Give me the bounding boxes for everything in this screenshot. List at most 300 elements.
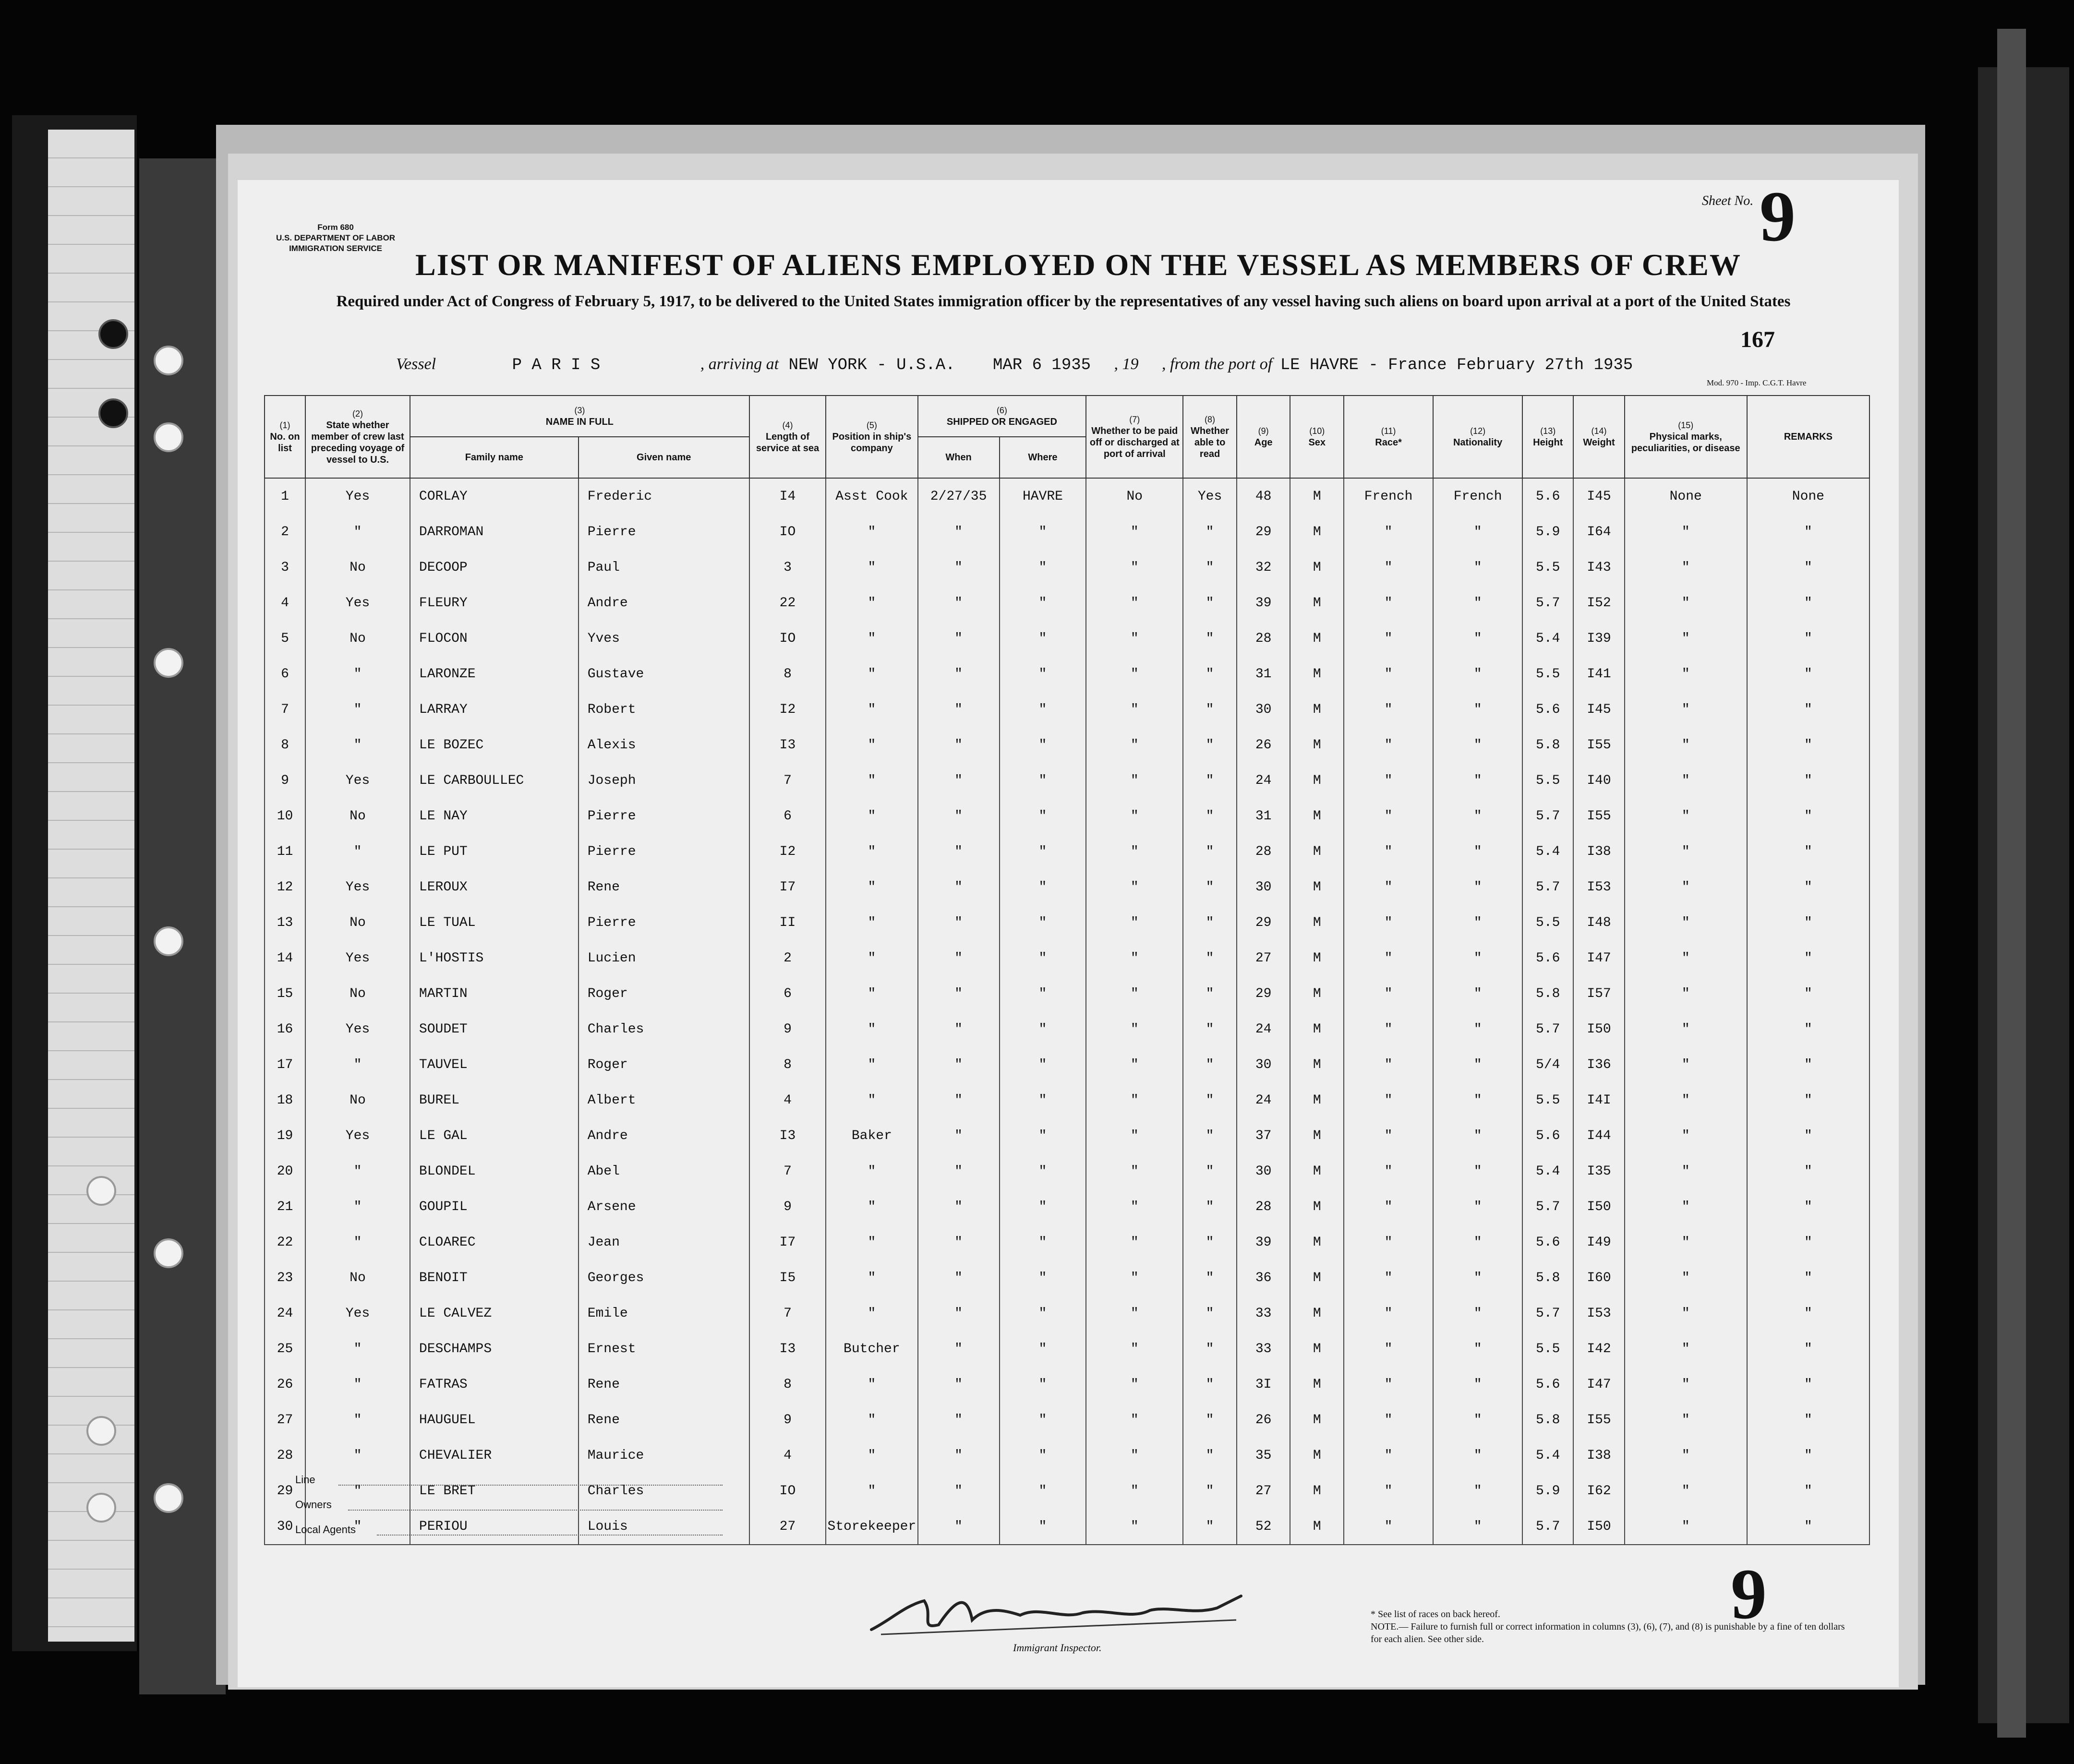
cell-previous-voyage: " xyxy=(305,1509,410,1545)
cell-family-name: L'HOSTIS xyxy=(410,940,579,976)
cell-age: 27 xyxy=(1237,940,1290,976)
cell-sex: M xyxy=(1290,1438,1344,1473)
cell-race: " xyxy=(1344,585,1433,621)
cell-shipped-where: " xyxy=(1000,1047,1086,1082)
cell-age: 30 xyxy=(1237,1153,1290,1189)
cell-family-name: GOUPIL xyxy=(410,1189,579,1224)
cell-sex: M xyxy=(1290,1473,1344,1509)
cell-nationality: " xyxy=(1433,692,1522,727)
cell-physical-marks: " xyxy=(1625,585,1747,621)
cell-race: " xyxy=(1344,1296,1433,1331)
cell-race: " xyxy=(1344,834,1433,869)
table-row xyxy=(265,1011,1869,1047)
cell-shipped-when: " xyxy=(918,1296,1000,1331)
col-header-physical-marks: (15) Physical marks, peculiarities, or disease xyxy=(1625,396,1747,478)
cell-row-number: 7 xyxy=(265,692,305,727)
cell-family-name: LE NAY xyxy=(410,798,579,834)
sheet-label: Sheet No. xyxy=(1702,193,1754,208)
cell-able-to-read: " xyxy=(1183,656,1237,692)
cell-age: 29 xyxy=(1237,976,1290,1011)
cell-weight: I35 xyxy=(1573,1153,1624,1189)
cell-nationality: " xyxy=(1433,976,1522,1011)
departure-port: LE HAVRE - France February 27th 1935 xyxy=(1280,356,1633,374)
punch-hole xyxy=(154,1483,183,1513)
cell-remarks: " xyxy=(1747,692,1869,727)
cell-shipped-where: " xyxy=(1000,656,1086,692)
cell-row-number: 1 xyxy=(265,478,305,514)
cell-able-to-read: " xyxy=(1183,727,1237,763)
cell-shipped-where: " xyxy=(1000,585,1086,621)
cell-given-name: Andre xyxy=(579,1118,749,1153)
cell-shipped-when: " xyxy=(918,514,1000,550)
cell-family-name: LE TUAL xyxy=(410,905,579,940)
cell-position: " xyxy=(826,621,917,656)
cell-position: " xyxy=(826,550,917,585)
cell-paid-off: " xyxy=(1086,727,1183,763)
cell-race: " xyxy=(1344,1153,1433,1189)
cell-physical-marks: " xyxy=(1625,1153,1747,1189)
cell-remarks: " xyxy=(1747,869,1869,905)
cell-position: " xyxy=(826,834,917,869)
cell-physical-marks: " xyxy=(1625,1367,1747,1402)
page-number: 9 xyxy=(1731,1554,1767,1634)
cell-weight: I50 xyxy=(1573,1011,1624,1047)
cell-remarks: " xyxy=(1747,1118,1869,1153)
cell-family-name: CORLAY xyxy=(410,478,579,514)
cell-remarks: " xyxy=(1747,550,1869,585)
cell-row-number: 18 xyxy=(265,1082,305,1118)
cell-shipped-when: " xyxy=(918,1118,1000,1153)
punch-hole xyxy=(86,1416,116,1446)
cell-able-to-read: " xyxy=(1183,550,1237,585)
cell-position: " xyxy=(826,514,917,550)
cell-given-name: Jean xyxy=(579,1224,749,1260)
col-header-where: Where xyxy=(1000,437,1086,478)
side-strip-lines xyxy=(48,130,134,1642)
stamp-number: 167 xyxy=(1740,327,1775,352)
cell-shipped-when: " xyxy=(918,905,1000,940)
cell-family-name: BUREL xyxy=(410,1082,579,1118)
col-header-sex: (10) Sex xyxy=(1290,396,1344,478)
cell-remarks: " xyxy=(1747,1402,1869,1438)
cell-nationality: " xyxy=(1433,1260,1522,1296)
cell-nationality: " xyxy=(1433,1011,1522,1047)
cell-height: 5.5 xyxy=(1522,763,1573,798)
table-row xyxy=(265,1153,1869,1189)
cell-position: Storekeeper xyxy=(826,1509,917,1545)
cell-previous-voyage: Yes xyxy=(305,478,410,514)
cell-nationality: " xyxy=(1433,621,1522,656)
cell-shipped-when: " xyxy=(918,1331,1000,1367)
table-row xyxy=(265,1118,1869,1153)
cell-given-name: Louis xyxy=(579,1509,749,1545)
cell-race: " xyxy=(1344,692,1433,727)
cell-row-number: 4 xyxy=(265,585,305,621)
cell-paid-off: " xyxy=(1086,976,1183,1011)
cell-race: " xyxy=(1344,656,1433,692)
cell-length-of-service: 8 xyxy=(749,656,826,692)
cell-row-number: 5 xyxy=(265,621,305,656)
cell-position: " xyxy=(826,1047,917,1082)
table-row xyxy=(265,763,1869,798)
cell-given-name: Rene xyxy=(579,869,749,905)
races-note: * See list of races on back hereof. xyxy=(1371,1609,1500,1620)
cell-nationality: " xyxy=(1433,1402,1522,1438)
cell-remarks: " xyxy=(1747,1331,1869,1367)
cell-shipped-where: " xyxy=(1000,1473,1086,1509)
cell-paid-off: " xyxy=(1086,1047,1183,1082)
cell-length-of-service: 7 xyxy=(749,763,826,798)
cell-previous-voyage: " xyxy=(305,1473,410,1509)
cell-given-name: Charles xyxy=(579,1011,749,1047)
cell-shipped-when: " xyxy=(918,1047,1000,1082)
cell-row-number: 3 xyxy=(265,550,305,585)
cell-length-of-service: 22 xyxy=(749,585,826,621)
year-label: , 19 xyxy=(1114,355,1139,373)
cell-weight: I4I xyxy=(1573,1082,1624,1118)
cell-height: 5.8 xyxy=(1522,1402,1573,1438)
cell-length-of-service: IO xyxy=(749,621,826,656)
cell-nationality: " xyxy=(1433,1153,1522,1189)
cell-race: " xyxy=(1344,550,1433,585)
cell-able-to-read: " xyxy=(1183,1224,1237,1260)
cell-previous-voyage: " xyxy=(305,656,410,692)
cell-family-name: TAUVEL xyxy=(410,1047,579,1082)
table-row xyxy=(265,869,1869,905)
cell-previous-voyage: " xyxy=(305,1331,410,1367)
cell-nationality: " xyxy=(1433,514,1522,550)
cell-position: Butcher xyxy=(826,1331,917,1367)
cell-sex: M xyxy=(1290,869,1344,905)
vessel-name: P A R I S xyxy=(512,356,601,374)
cell-remarks: " xyxy=(1747,763,1869,798)
cell-physical-marks: " xyxy=(1625,1047,1747,1082)
cell-given-name: Gustave xyxy=(579,656,749,692)
table-row xyxy=(265,1331,1869,1367)
department: U.S. DEPARTMENT OF LABOR xyxy=(276,233,396,242)
table-row xyxy=(265,727,1869,763)
cell-physical-marks: " xyxy=(1625,514,1747,550)
cell-physical-marks: " xyxy=(1625,1331,1747,1367)
cell-row-number: 20 xyxy=(265,1153,305,1189)
cell-height: 5.7 xyxy=(1522,869,1573,905)
cell-sex: M xyxy=(1290,550,1344,585)
cell-age: 33 xyxy=(1237,1331,1290,1367)
cell-shipped-when: 2/27/35 xyxy=(918,478,1000,514)
inspector-signature xyxy=(862,1586,1255,1644)
cell-physical-marks: " xyxy=(1625,1509,1747,1545)
cell-length-of-service: IO xyxy=(749,514,826,550)
cell-previous-voyage: No xyxy=(305,976,410,1011)
cell-position: " xyxy=(826,727,917,763)
cell-previous-voyage: No xyxy=(305,550,410,585)
cell-able-to-read: " xyxy=(1183,692,1237,727)
local-agents-field xyxy=(377,1535,723,1536)
cell-remarks: " xyxy=(1747,976,1869,1011)
cell-given-name: Pierre xyxy=(579,514,749,550)
cell-able-to-read: Yes xyxy=(1183,478,1237,514)
cell-family-name: FLOCON xyxy=(410,621,579,656)
cell-sex: M xyxy=(1290,727,1344,763)
cell-age: 52 xyxy=(1237,1509,1290,1545)
cell-height: 5.4 xyxy=(1522,1153,1573,1189)
cell-race: " xyxy=(1344,1402,1433,1438)
cell-paid-off: " xyxy=(1086,514,1183,550)
cell-weight: I55 xyxy=(1573,727,1624,763)
cell-row-number: 22 xyxy=(265,1224,305,1260)
cell-length-of-service: 2 xyxy=(749,940,826,976)
cell-shipped-when: " xyxy=(918,585,1000,621)
cell-age: 31 xyxy=(1237,656,1290,692)
cell-nationality: " xyxy=(1433,1047,1522,1082)
cell-remarks: " xyxy=(1747,798,1869,834)
cell-position: " xyxy=(826,940,917,976)
cell-race: " xyxy=(1344,1011,1433,1047)
cell-length-of-service: IO xyxy=(749,1473,826,1509)
cell-family-name: BLONDEL xyxy=(410,1153,579,1189)
cell-row-number: 2 xyxy=(265,514,305,550)
cell-family-name: LARONZE xyxy=(410,656,579,692)
cell-paid-off: " xyxy=(1086,1296,1183,1331)
cell-remarks: " xyxy=(1747,1296,1869,1331)
cell-weight: I60 xyxy=(1573,1260,1624,1296)
cell-row-number: 9 xyxy=(265,763,305,798)
local-agents-label: Local Agents xyxy=(295,1524,356,1536)
cell-shipped-where: " xyxy=(1000,763,1086,798)
cell-physical-marks: " xyxy=(1625,1473,1747,1509)
cell-remarks: " xyxy=(1747,1509,1869,1545)
punch-hole xyxy=(154,1238,183,1268)
cell-given-name: Emile xyxy=(579,1296,749,1331)
cell-shipped-when: " xyxy=(918,1082,1000,1118)
cell-position: " xyxy=(826,1011,917,1047)
cell-family-name: LE CALVEZ xyxy=(410,1296,579,1331)
cell-remarks: " xyxy=(1747,905,1869,940)
cell-age: 48 xyxy=(1237,478,1290,514)
cell-race: " xyxy=(1344,1224,1433,1260)
cell-sex: M xyxy=(1290,1011,1344,1047)
cell-family-name: LE GAL xyxy=(410,1118,579,1153)
cell-family-name: PERIOU xyxy=(410,1509,579,1545)
cell-position: " xyxy=(826,1402,917,1438)
cell-row-number: 11 xyxy=(265,834,305,869)
cell-position: " xyxy=(826,1189,917,1224)
table-row xyxy=(265,976,1869,1011)
cell-sex: M xyxy=(1290,1047,1344,1082)
cell-age: 31 xyxy=(1237,798,1290,834)
cell-weight: I48 xyxy=(1573,905,1624,940)
cell-paid-off: " xyxy=(1086,1473,1183,1509)
cell-shipped-when: " xyxy=(918,763,1000,798)
cell-able-to-read: " xyxy=(1183,1331,1237,1367)
cell-height: 5.5 xyxy=(1522,1331,1573,1367)
cell-paid-off: " xyxy=(1086,763,1183,798)
cell-race: " xyxy=(1344,798,1433,834)
cell-family-name: LARRAY xyxy=(410,692,579,727)
table-row xyxy=(265,1047,1869,1082)
cell-sex: M xyxy=(1290,1331,1344,1367)
cell-paid-off: " xyxy=(1086,1402,1183,1438)
cell-height: 5.4 xyxy=(1522,621,1573,656)
cell-race: " xyxy=(1344,1509,1433,1545)
cell-able-to-read: " xyxy=(1183,905,1237,940)
col-header-age: (9) Age xyxy=(1237,396,1290,478)
cell-weight: I49 xyxy=(1573,1224,1624,1260)
cell-able-to-read: " xyxy=(1183,1082,1237,1118)
cell-able-to-read: " xyxy=(1183,585,1237,621)
cell-nationality: " xyxy=(1433,1118,1522,1153)
cell-paid-off: " xyxy=(1086,1331,1183,1367)
cell-physical-marks: " xyxy=(1625,798,1747,834)
cell-previous-voyage: " xyxy=(305,1153,410,1189)
cell-remarks: " xyxy=(1747,1189,1869,1224)
cell-family-name: LE CARBOULLEC xyxy=(410,763,579,798)
cell-physical-marks: " xyxy=(1625,1082,1747,1118)
cell-length-of-service: I7 xyxy=(749,1224,826,1260)
cell-able-to-read: " xyxy=(1183,514,1237,550)
cell-shipped-where: " xyxy=(1000,1153,1086,1189)
cell-given-name: Pierre xyxy=(579,905,749,940)
table-row xyxy=(265,940,1869,976)
cell-family-name: FLEURY xyxy=(410,585,579,621)
cell-nationality: " xyxy=(1433,1224,1522,1260)
table-row xyxy=(265,585,1869,621)
cell-paid-off: " xyxy=(1086,1011,1183,1047)
cell-length-of-service: 6 xyxy=(749,976,826,1011)
line-field xyxy=(338,1485,723,1486)
cell-shipped-where: " xyxy=(1000,692,1086,727)
cell-height: 5.6 xyxy=(1522,1118,1573,1153)
cell-shipped-where: " xyxy=(1000,1011,1086,1047)
cell-shipped-when: " xyxy=(918,1189,1000,1224)
cell-given-name: Rene xyxy=(579,1402,749,1438)
cell-paid-off: No xyxy=(1086,478,1183,514)
cell-shipped-when: " xyxy=(918,1509,1000,1545)
service: IMMIGRATION SERVICE xyxy=(289,244,383,253)
cell-remarks: " xyxy=(1747,656,1869,692)
cell-nationality: " xyxy=(1433,1473,1522,1509)
cell-remarks: " xyxy=(1747,514,1869,550)
cell-able-to-read: " xyxy=(1183,1118,1237,1153)
cell-shipped-where: " xyxy=(1000,1509,1086,1545)
cell-height: 5.7 xyxy=(1522,1189,1573,1224)
cell-given-name: Pierre xyxy=(579,834,749,869)
table-row xyxy=(265,514,1869,550)
cell-height: 5.5 xyxy=(1522,550,1573,585)
cell-paid-off: " xyxy=(1086,1082,1183,1118)
crew-manifest-table xyxy=(264,395,1870,1545)
cell-height: 5.8 xyxy=(1522,1260,1573,1296)
cell-age: 24 xyxy=(1237,1082,1290,1118)
cell-paid-off: " xyxy=(1086,621,1183,656)
col-header-weight: (14) Weight xyxy=(1573,396,1624,478)
cell-race: " xyxy=(1344,869,1433,905)
table-row xyxy=(265,1367,1869,1402)
table-row xyxy=(265,1296,1869,1331)
cell-shipped-when: " xyxy=(918,727,1000,763)
cell-paid-off: " xyxy=(1086,834,1183,869)
cell-remarks: " xyxy=(1747,621,1869,656)
cell-shipped-when: " xyxy=(918,1402,1000,1438)
document-subtitle: Required under Act of Congress of February 5, 1917, to be delivered to the United States immigration officer by the representatives of any vessel having such aliens on board upon arrival at a port of the United States xyxy=(336,293,1791,310)
cell-weight: I57 xyxy=(1573,976,1624,1011)
cell-remarks: " xyxy=(1747,834,1869,869)
cell-physical-marks: " xyxy=(1625,763,1747,798)
cell-race: " xyxy=(1344,1438,1433,1473)
cell-paid-off: " xyxy=(1086,869,1183,905)
cell-sex: M xyxy=(1290,514,1344,550)
cell-previous-voyage: No xyxy=(305,1082,410,1118)
cell-row-number: 30 xyxy=(265,1509,305,1545)
table-row xyxy=(265,1082,1869,1118)
cell-nationality: " xyxy=(1433,940,1522,976)
cell-family-name: DARROMAN xyxy=(410,514,579,550)
cell-sex: M xyxy=(1290,1224,1344,1260)
cell-length-of-service: I3 xyxy=(749,1118,826,1153)
cell-nationality: " xyxy=(1433,1438,1522,1473)
cell-nationality: " xyxy=(1433,1296,1522,1331)
document-title: LIST OR MANIFEST OF ALIENS EMPLOYED ON THE VESSEL AS MEMBERS OF CREW xyxy=(415,248,1741,282)
cell-previous-voyage: Yes xyxy=(305,940,410,976)
cell-sex: M xyxy=(1290,905,1344,940)
cell-age: 30 xyxy=(1237,692,1290,727)
cell-physical-marks: " xyxy=(1625,727,1747,763)
cell-paid-off: " xyxy=(1086,1260,1183,1296)
cell-position: " xyxy=(826,656,917,692)
cell-row-number: 28 xyxy=(265,1438,305,1473)
cell-age: 26 xyxy=(1237,1402,1290,1438)
cell-weight: I42 xyxy=(1573,1331,1624,1367)
cell-shipped-when: " xyxy=(918,1260,1000,1296)
vessel-line xyxy=(396,355,1633,374)
cell-position: " xyxy=(826,1224,917,1260)
cell-age: 29 xyxy=(1237,514,1290,550)
cell-race: " xyxy=(1344,1118,1433,1153)
cell-race: " xyxy=(1344,905,1433,940)
punch-hole xyxy=(154,346,183,375)
cell-physical-marks: " xyxy=(1625,1438,1747,1473)
cell-position: " xyxy=(826,905,917,940)
cell-able-to-read: " xyxy=(1183,1296,1237,1331)
cell-height: 5/4 xyxy=(1522,1047,1573,1082)
cell-length-of-service: II xyxy=(749,905,826,940)
arrival-date: MAR 6 1935 xyxy=(993,356,1091,374)
cell-paid-off: " xyxy=(1086,1153,1183,1189)
cell-race: " xyxy=(1344,1047,1433,1082)
cell-nationality: " xyxy=(1433,834,1522,869)
table-row xyxy=(265,1473,1869,1509)
cell-previous-voyage: Yes xyxy=(305,1011,410,1047)
cell-able-to-read: " xyxy=(1183,1367,1237,1402)
cell-position: " xyxy=(826,1473,917,1509)
cell-shipped-where: " xyxy=(1000,1224,1086,1260)
cell-age: 3I xyxy=(1237,1367,1290,1402)
cell-physical-marks: " xyxy=(1625,1118,1747,1153)
col-header-given-name: Given name xyxy=(579,437,749,478)
cell-length-of-service: I5 xyxy=(749,1260,826,1296)
cell-length-of-service: 7 xyxy=(749,1153,826,1189)
cell-paid-off: " xyxy=(1086,585,1183,621)
cell-weight: I53 xyxy=(1573,869,1624,905)
binder-spine xyxy=(139,158,226,1694)
cell-height: 5.6 xyxy=(1522,692,1573,727)
cell-remarks: " xyxy=(1747,1367,1869,1402)
cell-age: 39 xyxy=(1237,585,1290,621)
cell-nationality: " xyxy=(1433,585,1522,621)
cell-given-name: Rene xyxy=(579,1367,749,1402)
cell-able-to-read: " xyxy=(1183,1260,1237,1296)
col-header-race: (11) Race* xyxy=(1344,396,1433,478)
